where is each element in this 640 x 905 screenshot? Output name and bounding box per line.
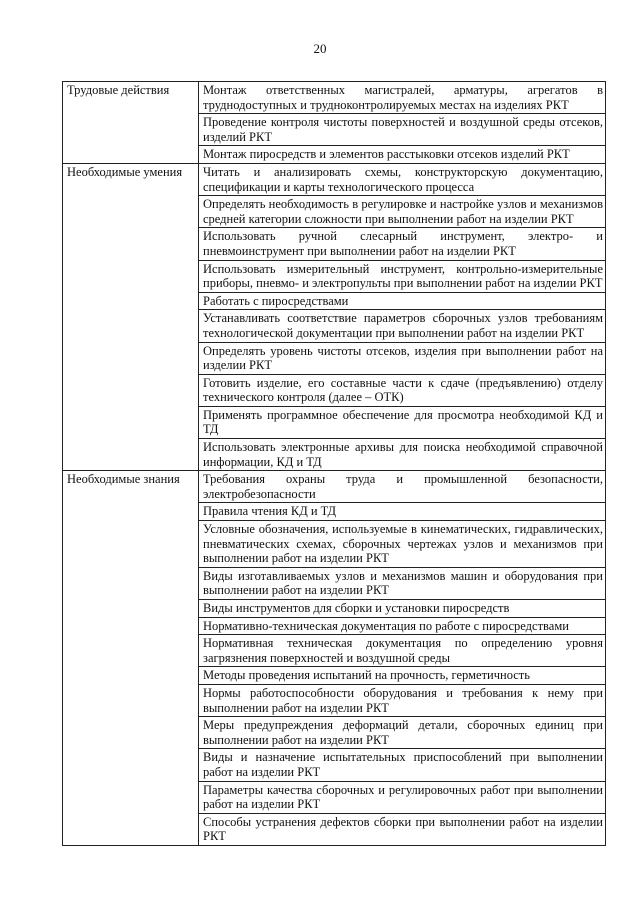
section-item: Устанавливать соответствие параметров сборочных узлов требованиям технологической документации при выполнении работ на изделии РКТ <box>199 310 606 342</box>
section-item: Работать с пиросредствами <box>199 292 606 310</box>
section-label: Трудовые действия <box>63 82 199 164</box>
section-item: Использовать ручной слесарный инструмент, электро- и пневмоинструмент при выполнении работ на изделии РКТ <box>199 228 606 260</box>
section-item: Методы проведения испытаний на прочность, герметичность <box>199 667 606 685</box>
section-item: Читать и анализировать схемы, конструкторскую документацию, спецификации и карты технологического процесса <box>199 163 606 195</box>
section-item: Правила чтения КД и ТД <box>199 503 606 521</box>
section-item: Параметры качества сборочных и регулировочных работ при выполнении работ на изделии РКТ <box>199 781 606 813</box>
section-item: Меры предупреждения деформаций детали, сборочных единиц при выполнении работ на изделии РКТ <box>199 717 606 749</box>
section-item: Определять необходимость в регулировке и настройке узлов и механизмов средней категории сложности при выполнении работ на изделии РКТ <box>199 196 606 228</box>
section-item: Проведение контроля чистоты поверхностей и воздушной среды отсеков, изделий РКТ <box>199 114 606 146</box>
section-item: Определять уровень чистоты отсеков, изделия при выполнении работ на изделии РКТ <box>199 342 606 374</box>
section-item: Монтаж пиросредств и элементов расстыковки отсеков изделий РКТ <box>199 146 606 164</box>
page-number: 20 <box>313 41 327 56</box>
section-label: Необходимые знания <box>63 471 199 846</box>
section-item: Виды и назначение испытательных приспособлений при выполнении работ на изделии РКТ <box>199 749 606 781</box>
section-item: Виды инструментов для сборки и установки пиросредств <box>199 600 606 618</box>
section-item: Виды изготавливаемых узлов и механизмов машин и оборудования при выполнении работ на изделии РКТ <box>199 567 606 599</box>
section-item: Условные обозначения, используемые в кинематических, гидравлических, пневматических схемах, сборочных чертежах узлов и механизмов при выполнении работ на изделии РКТ <box>199 521 606 568</box>
section-item: Готовить изделие, его составные части к сдаче (предъявлению) отделу технического контроля (далее – ОТК) <box>199 374 606 406</box>
section-item: Нормативная техническая документация по определению уровня загрязнения поверхностей и воздушной среды <box>199 635 606 667</box>
section-item: Использовать электронные архивы для поиска необходимой справочной информации, КД и ТД <box>199 439 606 471</box>
section-item: Нормы работоспособности оборудования и требования к нему при выполнении работ на изделии РКТ <box>199 684 606 716</box>
section-item: Нормативно-техническая документация по работе с пиросредствами <box>199 617 606 635</box>
table-row <box>63 163 606 195</box>
section-item: Способы устранения дефектов сборки при выполнении работ на изделии РКТ <box>199 813 606 845</box>
section-label: Необходимые умения <box>63 163 199 470</box>
qualification-table <box>62 81 606 846</box>
section-item: Применять программное обеспечение для просмотра необходимой КД и ТД <box>199 406 606 438</box>
section-item: Использовать измерительный инструмент, контрольно-измерительные приборы, пневмо- и электропульты при выполнении работ на изделии РКТ <box>199 260 606 292</box>
section-item: Требования охраны труда и промышленной безопасности, электробезопасности <box>199 471 606 503</box>
section-item: Монтаж ответственных магистралей, арматуры, агрегатов в труднодоступных и трудноконтролируемых местах на изделиях РКТ <box>199 82 606 114</box>
table-row <box>63 82 606 114</box>
table-row <box>63 471 606 503</box>
